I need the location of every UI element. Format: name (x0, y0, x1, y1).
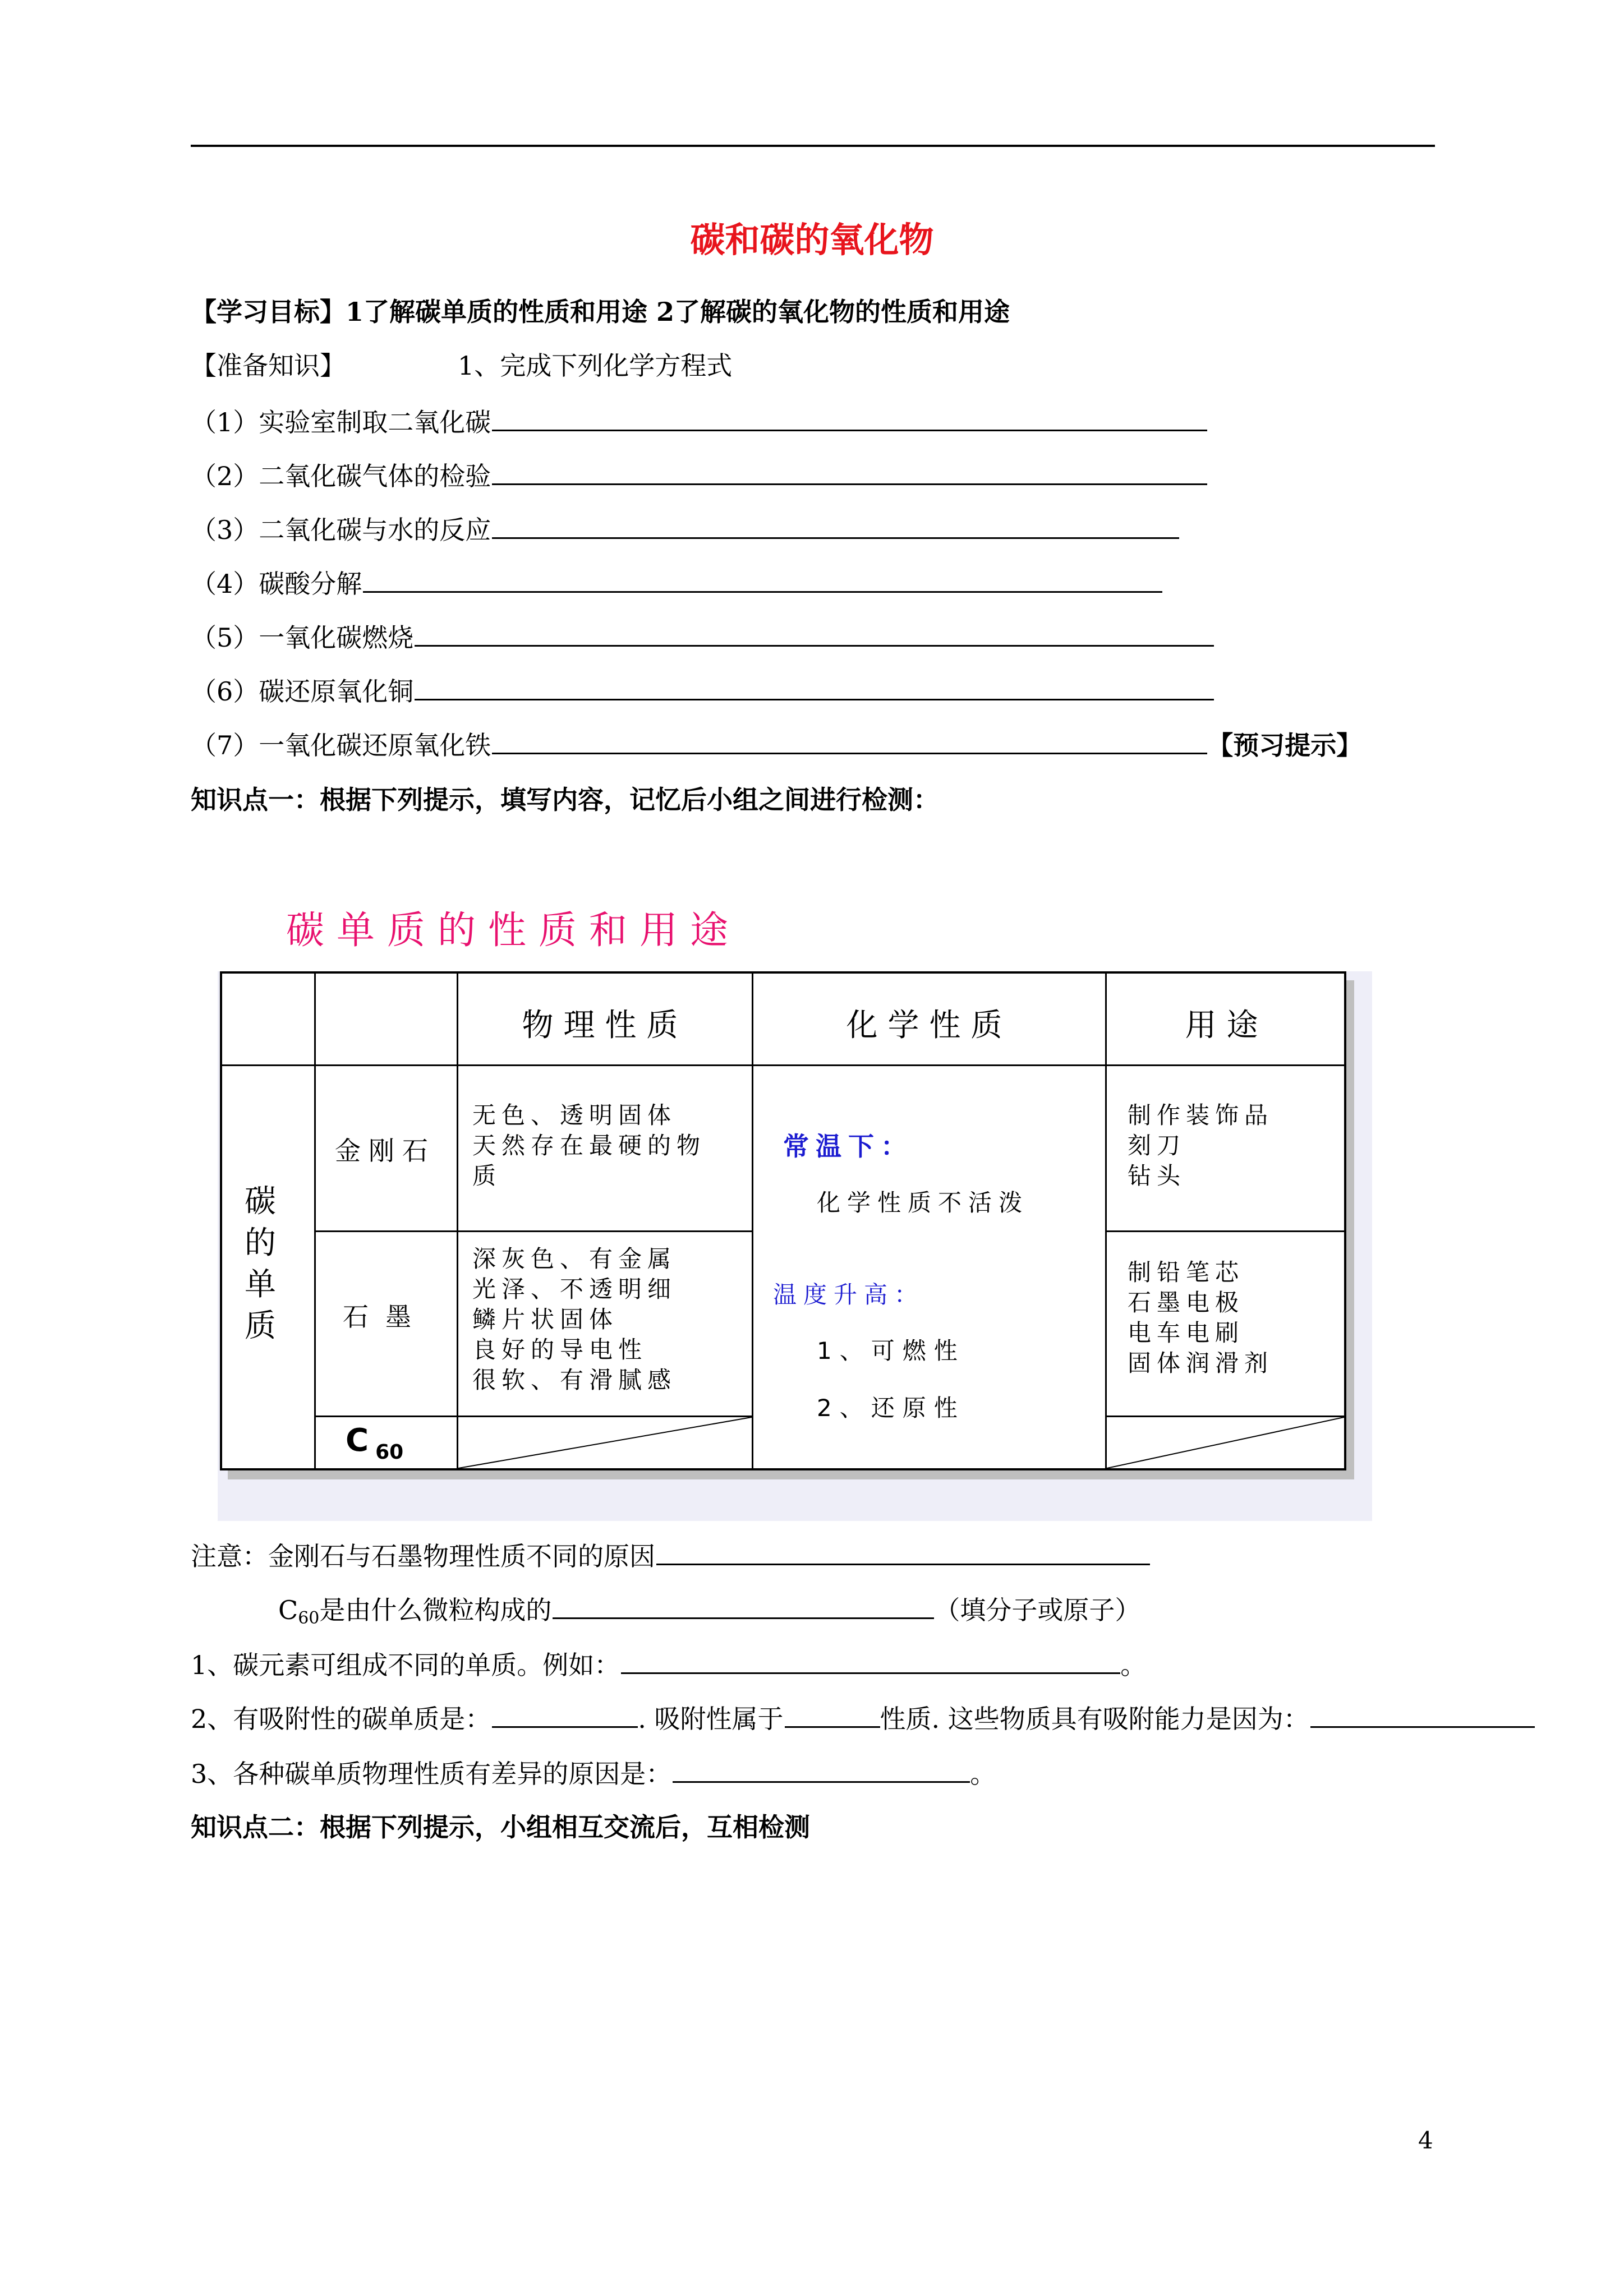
q1-blank[interactable] (621, 1645, 1120, 1674)
learning-goals (191, 295, 1010, 329)
row-name-diamond: 金刚石 (335, 1136, 436, 1166)
row-name-graphite: 石墨 (343, 1302, 428, 1332)
header-chemical: 化学性质 (846, 1007, 1013, 1044)
note-line-2: C60是由什么微粒构成的 （填分子或原子） (278, 1590, 1140, 1635)
equation-item-5 (191, 618, 1214, 654)
learning-goals-text: 1了解碳单质的性质和用途 2了解碳的氧化物的性质和用途 (346, 297, 1010, 327)
question-2: 2、有吸附性的碳单质是： . 吸附性属于 性质. 这些物质具有吸附能力是因为： (191, 1699, 1535, 1736)
empty-cell-diagonal (1107, 1417, 1344, 1468)
answer-blank-5[interactable] (415, 618, 1214, 647)
note-text-2: 是由什么微粒构成的 (319, 1595, 552, 1625)
equation-label-3: （3）二氧化碳与水的反应 (191, 515, 491, 545)
answer-blank-3[interactable] (492, 510, 1179, 539)
answer-blank-4[interactable] (363, 564, 1162, 593)
header-physical: 物理性质 (522, 1007, 688, 1044)
equation-item-6 (191, 672, 1214, 708)
chem-heat-item-1: 1、可燃性 (817, 1337, 965, 1364)
equation-item-2 (191, 457, 1207, 493)
prep-knowledge (191, 349, 732, 382)
answer-blank-7[interactable] (492, 726, 1207, 754)
equation-label-2: （2）二氧化碳气体的检验 (191, 461, 491, 491)
chem-heat-label: 温度升高： (773, 1281, 925, 1308)
answer-blank-2[interactable] (492, 457, 1207, 485)
empty-cell-diagonal (458, 1417, 752, 1468)
equation-label-1: （1）实验室制取二氧化碳 (191, 407, 491, 437)
carbon-properties-table (220, 971, 1346, 1470)
q2-blank-1[interactable] (492, 1699, 638, 1728)
page-number: 4 (1418, 2127, 1433, 2154)
equation-label-4: （4）碳酸分解 (191, 569, 362, 599)
group-label: 碳 的 单 质 (245, 1183, 276, 1344)
prep-instruction: 1、完成下列化学方程式 (458, 351, 733, 381)
equation-label-7: （7）一氧化碳还原氧化铁 (191, 730, 491, 760)
equation-item-1 (191, 403, 1207, 439)
note-text-1: 金刚石与石墨物理性质不同的原因 (268, 1541, 655, 1571)
answer-blank-6[interactable] (415, 672, 1214, 700)
q2-blank-3[interactable] (1310, 1699, 1535, 1728)
page-title: 碳和碳的氧化物 (690, 219, 934, 260)
note-label: 注意： (191, 1541, 268, 1571)
diamond-uses: 制作装饰品 刻刀 钻头 (1128, 1101, 1274, 1190)
answer-blank-1[interactable] (492, 403, 1207, 431)
q2-blank-2[interactable] (785, 1699, 880, 1728)
chem-heat-item-2: 2、还原性 (817, 1394, 965, 1422)
question-3: 3、各种碳单质物理性质有差异的原因是： 。 (191, 1754, 996, 1791)
knowledge-point-2: 知识点二：根据下列提示，小组相互交流后，互相检测 (191, 1812, 810, 1842)
question-1: 1、碳元素可组成不同的单质。例如： 。 (191, 1645, 1146, 1682)
equation-item-3 (191, 510, 1179, 547)
row-name-c60: C $_{60}$ (346, 1422, 404, 1464)
table-caption: 碳单质的性质和用途 (286, 909, 741, 953)
equation-item-7 (191, 726, 1362, 762)
note-line-1 (191, 1537, 1150, 1573)
learning-goals-label: 【学习目标】 (191, 297, 346, 327)
knowledge-point-1: 知识点一：根据下列提示，填写内容，记忆后小组之间进行检测： (191, 785, 939, 815)
equation-label-5: （5）一氧化碳燃烧 (191, 623, 414, 653)
note-hint: （填分子或原子） (934, 1595, 1141, 1625)
preview-label: 【预习提示】 (1207, 730, 1363, 760)
equation-item-4 (191, 564, 1162, 601)
q3-blank[interactable] (673, 1754, 970, 1783)
note-blank-1[interactable] (656, 1537, 1150, 1565)
chem-normal-text: 化学性质不活泼 (817, 1189, 1029, 1216)
prep-label: 【准备知识】 (191, 351, 346, 381)
equation-label-6: （6）碳还原氧化铜 (191, 676, 414, 707)
graphite-physical: 深灰色、有金属 光泽、不透明细 鳞片状固体 良好的导电性 很软、有滑腻感 (472, 1245, 677, 1394)
graphite-uses: 制铅笔芯 石墨电极 电车电刷 固体润滑剂 (1128, 1258, 1274, 1377)
header-uses: 用途 (1185, 1007, 1268, 1044)
note-blank-2[interactable] (553, 1590, 934, 1619)
chem-normal-label: 常温下： (783, 1131, 913, 1161)
header-rule (191, 145, 1435, 147)
diamond-physical: 无色、透明固体 天然存在最硬的物 质 (472, 1101, 706, 1190)
